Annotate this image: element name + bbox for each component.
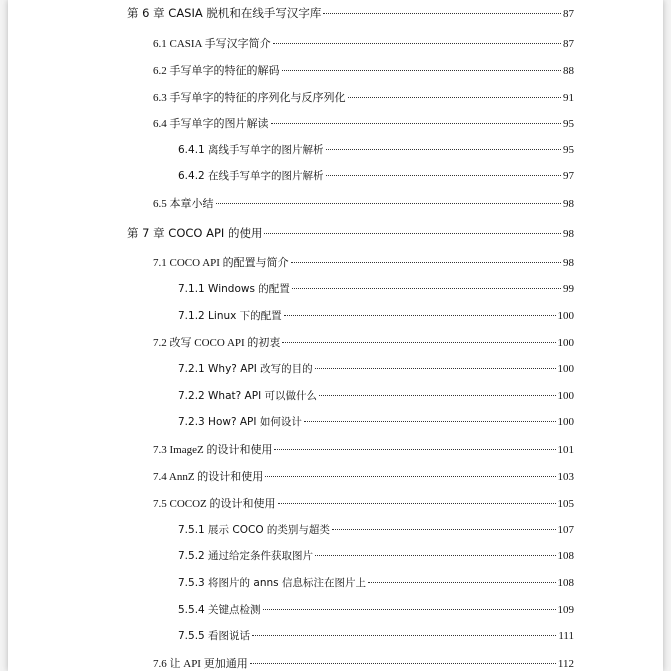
toc-page-number: 100 [557,363,574,375]
toc-section-7-1[interactable] [153,254,574,270]
toc-section-6-3[interactable] [153,89,574,105]
toc-section-6-5[interactable] [153,195,574,211]
toc-page-number: 105 [557,498,574,510]
dot-leader [216,203,562,204]
dot-leader [304,421,556,422]
dot-leader [250,663,556,664]
toc-subsection-7-1-2[interactable] [178,308,574,323]
toc-entry-title: 7.3 ImageZ 的设计和使用 [153,444,273,456]
toc-entry-title: 6.4 手写单字的图片解读 [153,118,269,130]
document-page [8,0,663,671]
toc-chapter-6[interactable] [127,5,574,21]
toc-page-number: 98 [563,257,574,269]
toc-entry-title: 6.4.1 离线手写单字的图片解析 [178,144,324,156]
toc-entry-title: 7.1.2 Linux 下的配置 [178,310,282,322]
dot-leader [315,555,555,556]
toc-section-6-4[interactable] [153,115,574,131]
toc-entry-title: 7.5.2 通过给定条件获取图片 [178,550,314,562]
dot-leader [265,476,555,477]
toc-page-number: 100 [557,390,574,402]
toc-section-7-3[interactable] [153,441,574,457]
dot-leader [323,13,561,14]
toc-page-number: 99 [563,283,574,295]
toc-page-number: 108 [557,577,574,589]
toc-entry-title: 6.1 CASIA 手写汉字简介 [153,38,271,50]
dot-leader [282,342,555,343]
toc-chapter-7[interactable] [127,225,574,241]
toc-page-number: 100 [557,310,574,322]
toc-entry-title: 6.3 手写单字的特征的序列化与反序列化 [153,92,346,104]
toc-entry-title: 7.6 让 API 更加通用 [153,658,248,670]
dot-leader [273,43,561,44]
toc-page-number: 87 [563,8,574,20]
dot-leader [274,449,555,450]
toc-section-7-2[interactable] [153,334,574,350]
dot-leader [292,288,561,289]
toc-subsection-6-4-2[interactable] [178,168,574,183]
dot-leader [271,123,562,124]
toc-entry-title: 7.1 COCO API 的配置与简介 [153,257,289,269]
toc-entry-title: 7.5 COCOZ 的设计和使用 [153,498,276,510]
toc-entry-title: 7.5.5 看图说话 [178,630,251,642]
dot-leader [326,149,561,150]
toc-page-number: 109 [557,604,574,616]
toc-subsection-7-2-1[interactable] [178,361,574,376]
toc-entry-title: 7.4 AnnZ 的设计和使用 [153,471,264,483]
toc-subsection-6-4-1[interactable] [178,142,574,157]
toc-entry-title: 6.2 手写单字的特征的解码 [153,65,280,77]
toc-section-7-4[interactable] [153,468,574,484]
toc-subsection-7-1-1[interactable] [178,281,574,296]
dot-leader [263,609,556,610]
toc-entry-title: 6.5 本章小结 [153,198,214,210]
toc-page-number: 91 [563,92,574,104]
toc-page-number: 100 [557,416,574,428]
toc-page-number: 111 [558,630,574,642]
toc-page-number: 87 [563,38,574,50]
toc-entry-title: 第 6 章 CASIA 脱机和在线手写汉字库 [127,6,322,20]
toc-entry-title: 第 7 章 COCO API 的使用 [127,226,263,240]
dot-leader [326,175,561,176]
toc-page-number: 98 [563,228,574,240]
toc-subsection-7-2-3[interactable] [178,414,574,429]
toc-page-number: 97 [563,170,574,182]
toc-page-number: 95 [563,144,574,156]
dot-leader [368,582,556,583]
toc-page-number: 103 [557,471,574,483]
toc-section-7-5[interactable] [153,495,574,511]
toc-entry-title: 7.5.3 将图片的 anns 信息标注在图片上 [178,577,366,589]
toc-entry-title: 7.2.1 Why? API 改写的目的 [178,363,313,375]
toc-page-number: 108 [557,550,574,562]
toc-entry-title: 7.2 改写 COCO API 的初衷 [153,337,281,349]
dot-leader [315,368,556,369]
dot-leader [264,233,561,234]
toc-entry-title: 7.1.1 Windows 的配置 [178,283,290,295]
toc-page-number: 98 [563,198,574,210]
toc-page-number: 88 [563,65,574,77]
toc-subsection-5-5-4[interactable] [178,602,574,617]
toc-entry-title: 7.2.3 How? API 如何设计 [178,416,302,428]
dot-leader [332,529,556,530]
toc-page-number: 112 [557,658,574,670]
dot-leader [348,97,562,98]
toc-subsection-7-5-5[interactable] [178,628,574,643]
toc-page-number: 107 [557,524,574,536]
toc-subsection-7-5-3[interactable] [178,575,574,590]
toc-subsection-7-5-2[interactable] [178,548,574,563]
dot-leader [319,395,555,396]
toc-page-number: 100 [557,337,574,349]
toc-entry-title: 7.5.1 展示 COCO 的类别与超类 [178,524,330,536]
toc-entry-title: 7.2.2 What? API 可以做什么 [178,390,318,402]
toc-section-6-1[interactable] [153,35,574,51]
dot-leader [252,635,556,636]
toc-subsection-7-5-1[interactable] [178,522,574,537]
dot-leader [282,70,562,71]
toc-subsection-7-2-2[interactable] [178,388,574,403]
toc-section-7-6[interactable] [153,655,574,671]
toc-entry-title: 5.5.4 关键点检测 [178,604,261,616]
table-of-contents [8,0,663,671]
toc-section-6-2[interactable] [153,62,574,78]
dot-leader [291,262,561,263]
toc-page-number: 101 [557,444,574,456]
dot-leader [284,315,556,316]
toc-page-number: 95 [563,118,574,130]
toc-entry-title: 6.4.2 在线手写单字的图片解析 [178,170,324,182]
dot-leader [278,503,556,504]
